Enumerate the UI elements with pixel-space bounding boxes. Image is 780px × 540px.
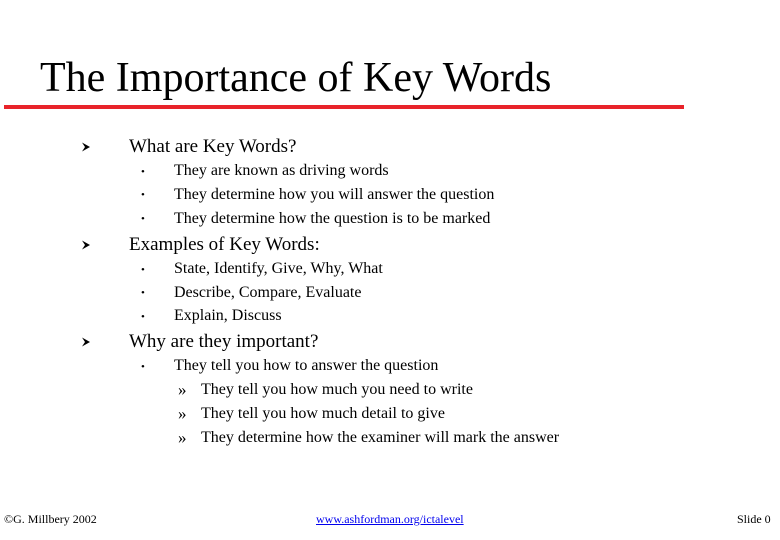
bullet-icon: • (141, 264, 145, 276)
bullet-icon: • (141, 166, 145, 178)
list-item: Describe, Compare, Evaluate (174, 284, 362, 301)
sub-list-item: They tell you how much detail to give (201, 405, 445, 422)
double-chevron-icon: » (178, 404, 187, 423)
website-link[interactable]: www.ashfordman.org/ictalevel (316, 512, 464, 526)
section-heading: Why are they important? (129, 331, 319, 352)
list-item: They determine how you will answer the question (174, 186, 495, 203)
sub-list-item: They determine how the examiner will mark the answer (201, 429, 560, 446)
sub-list-item: They tell you how much you need to write (201, 381, 473, 398)
copyright-text: ©G. Millbery 2002 (4, 512, 97, 526)
list-item: They are known as driving words (174, 162, 389, 179)
arrowhead-icon (81, 337, 91, 347)
arrowhead-icon (81, 142, 91, 152)
bullet-icon: • (141, 189, 145, 201)
bullet-icon: • (141, 287, 145, 299)
section-heading: What are Key Words? (129, 136, 297, 157)
double-chevron-icon: » (178, 428, 187, 447)
slide-number: Slide 0 (737, 512, 771, 526)
title-underline (4, 105, 684, 109)
bullet-icon: • (141, 311, 145, 323)
section-heading: Examples of Key Words: (129, 234, 320, 255)
list-item: They tell you how to answer the question (174, 357, 439, 374)
bullet-icon: • (141, 361, 145, 373)
bullet-icon: • (141, 213, 145, 225)
arrowhead-icon (81, 240, 91, 250)
slide-title: The Importance of Key Words (40, 55, 552, 101)
list-item: They determine how the question is to be marked (174, 210, 491, 227)
double-chevron-icon: » (178, 380, 187, 399)
list-item: State, Identify, Give, Why, What (174, 260, 383, 277)
list-item: Explain, Discuss (174, 307, 282, 324)
